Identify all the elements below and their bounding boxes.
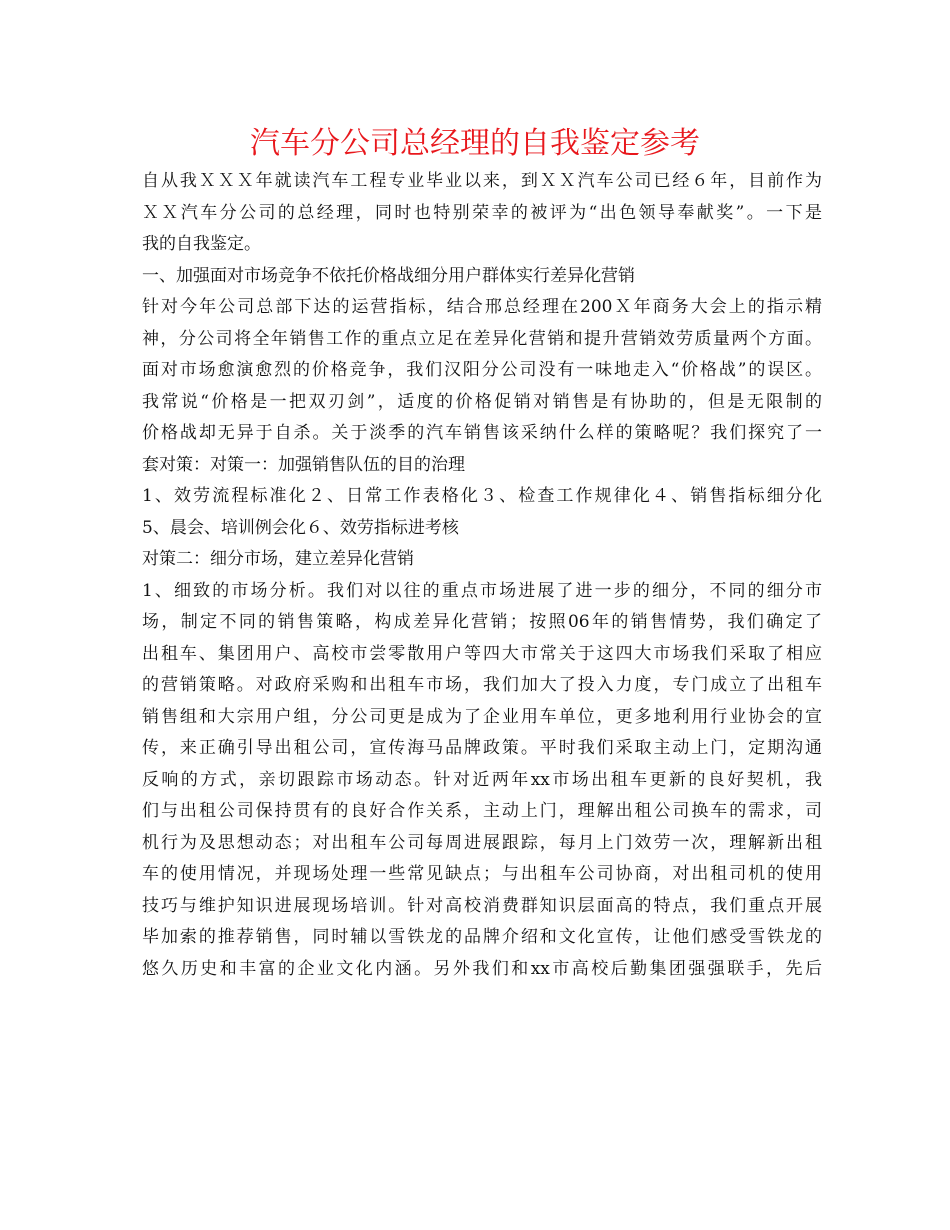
- paragraph-line: 5、晨会、培训例会化６、效劳指标进考核: [142, 517, 459, 538]
- paragraph-line: 机行为及思想动态；对出租车公司每周进展跟踪，每月上门效劳一次，理解新出租: [142, 832, 822, 853]
- paragraph-line: 面对市场愈演愈烈的价格竞争，我们汉阳分公司没有一味地走入“价格战”的误区。: [142, 360, 822, 380]
- paragraph-line: 对策二：细分市场，建立差异化营销: [142, 549, 414, 569]
- paragraph-line: 悠久历史和丰富的企业文化内涵。另外我们和xx市高校后勤集团强强联手，先后: [142, 958, 822, 979]
- paragraph-line: 套对策：对策一：加强销售队伍的目的治理: [142, 454, 465, 475]
- paragraph-line: 们与出租公司保持贯有的良好合作关系，主动上门，理解出租公司换车的需求，司: [142, 801, 822, 821]
- paragraph-line: 传，来正确引导出租公司，宣传海马品牌政策。平时我们采取主动上门，定期沟通: [142, 738, 822, 758]
- paragraph-line: 的营销策略。对政府采购和出租车市场，我们加大了投入力度，专门成立了出租车: [142, 675, 822, 695]
- paragraph-line: 神，分公司将全年销售工作的重点立足在差异化营销和提升营销效劳质量两个方面。: [142, 328, 822, 349]
- paragraph-line: 车的使用情况，并现场处理一些常见缺点；与出租车公司协商，对出租司机的使用: [142, 864, 822, 884]
- paragraph-line: 一、加强面对市场竞争不依托价格战细分用户群体实行差异化营销: [142, 265, 635, 286]
- paragraph-line: 1、细致的市场分析。我们对以往的重点市场进展了进一步的细分，不同的细分市: [142, 580, 822, 601]
- paragraph-line: 价格战却无异于自杀。关于淡季的汽车销售该采纳什么样的策略呢？我们探究了一: [142, 423, 822, 443]
- paragraph-line: 技巧与维护知识进展现场培训。针对高校消费群知识层面高的特点，我们重点开展: [142, 895, 822, 916]
- document-body: [142, 166, 822, 985]
- paragraph-line: 针对今年公司总部下达的运营指标，结合邢总经理在200Ｘ年商务大会上的指示精: [142, 297, 822, 317]
- paragraph-line: 毕加索的推荐销售，同时辅以雪铁龙的品牌介绍和文化宣传，让他们感受雪铁龙的: [142, 927, 822, 947]
- document-title: 汽车分公司总经理的自我鉴定参考: [250, 126, 700, 161]
- paragraph-line: 场，制定不同的销售策略，构成差异化营销；按照06年的销售情势，我们确定了: [142, 612, 822, 632]
- paragraph-line: ＸＸ汽车分公司的总经理，同时也特别荣幸的被评为“出色领导奉献奖”。一下是: [142, 202, 822, 223]
- paragraph-line: 我的自我鉴定。: [142, 234, 261, 254]
- paragraph-line: 反响的方式，亲切跟踪市场动态。针对近两年xx市场出租车更新的良好契机，我: [142, 769, 822, 790]
- paragraph-line: 出租车、集团用户、高校市尝零散用户等四大市常关于这四大市场我们采取了相应: [142, 643, 822, 664]
- paragraph-line: 1、效劳流程标准化２、日常工作表格化３、检查工作规律化４、销售指标细分化: [142, 486, 822, 506]
- paragraph-line: 我常说“价格是一把双刃剑”，适度的价格促销对销售是有协助的，但是无限制的: [142, 391, 822, 412]
- paragraph-line: 销售组和大宗用户组，分公司更是成为了企业用车单位，更多地利用行业协会的宣: [142, 706, 822, 727]
- paragraph-line: 自从我ＸＸＸ年就读汽车工程专业毕业以来，到ＸＸ汽车公司已经６年，目前作为: [142, 171, 822, 191]
